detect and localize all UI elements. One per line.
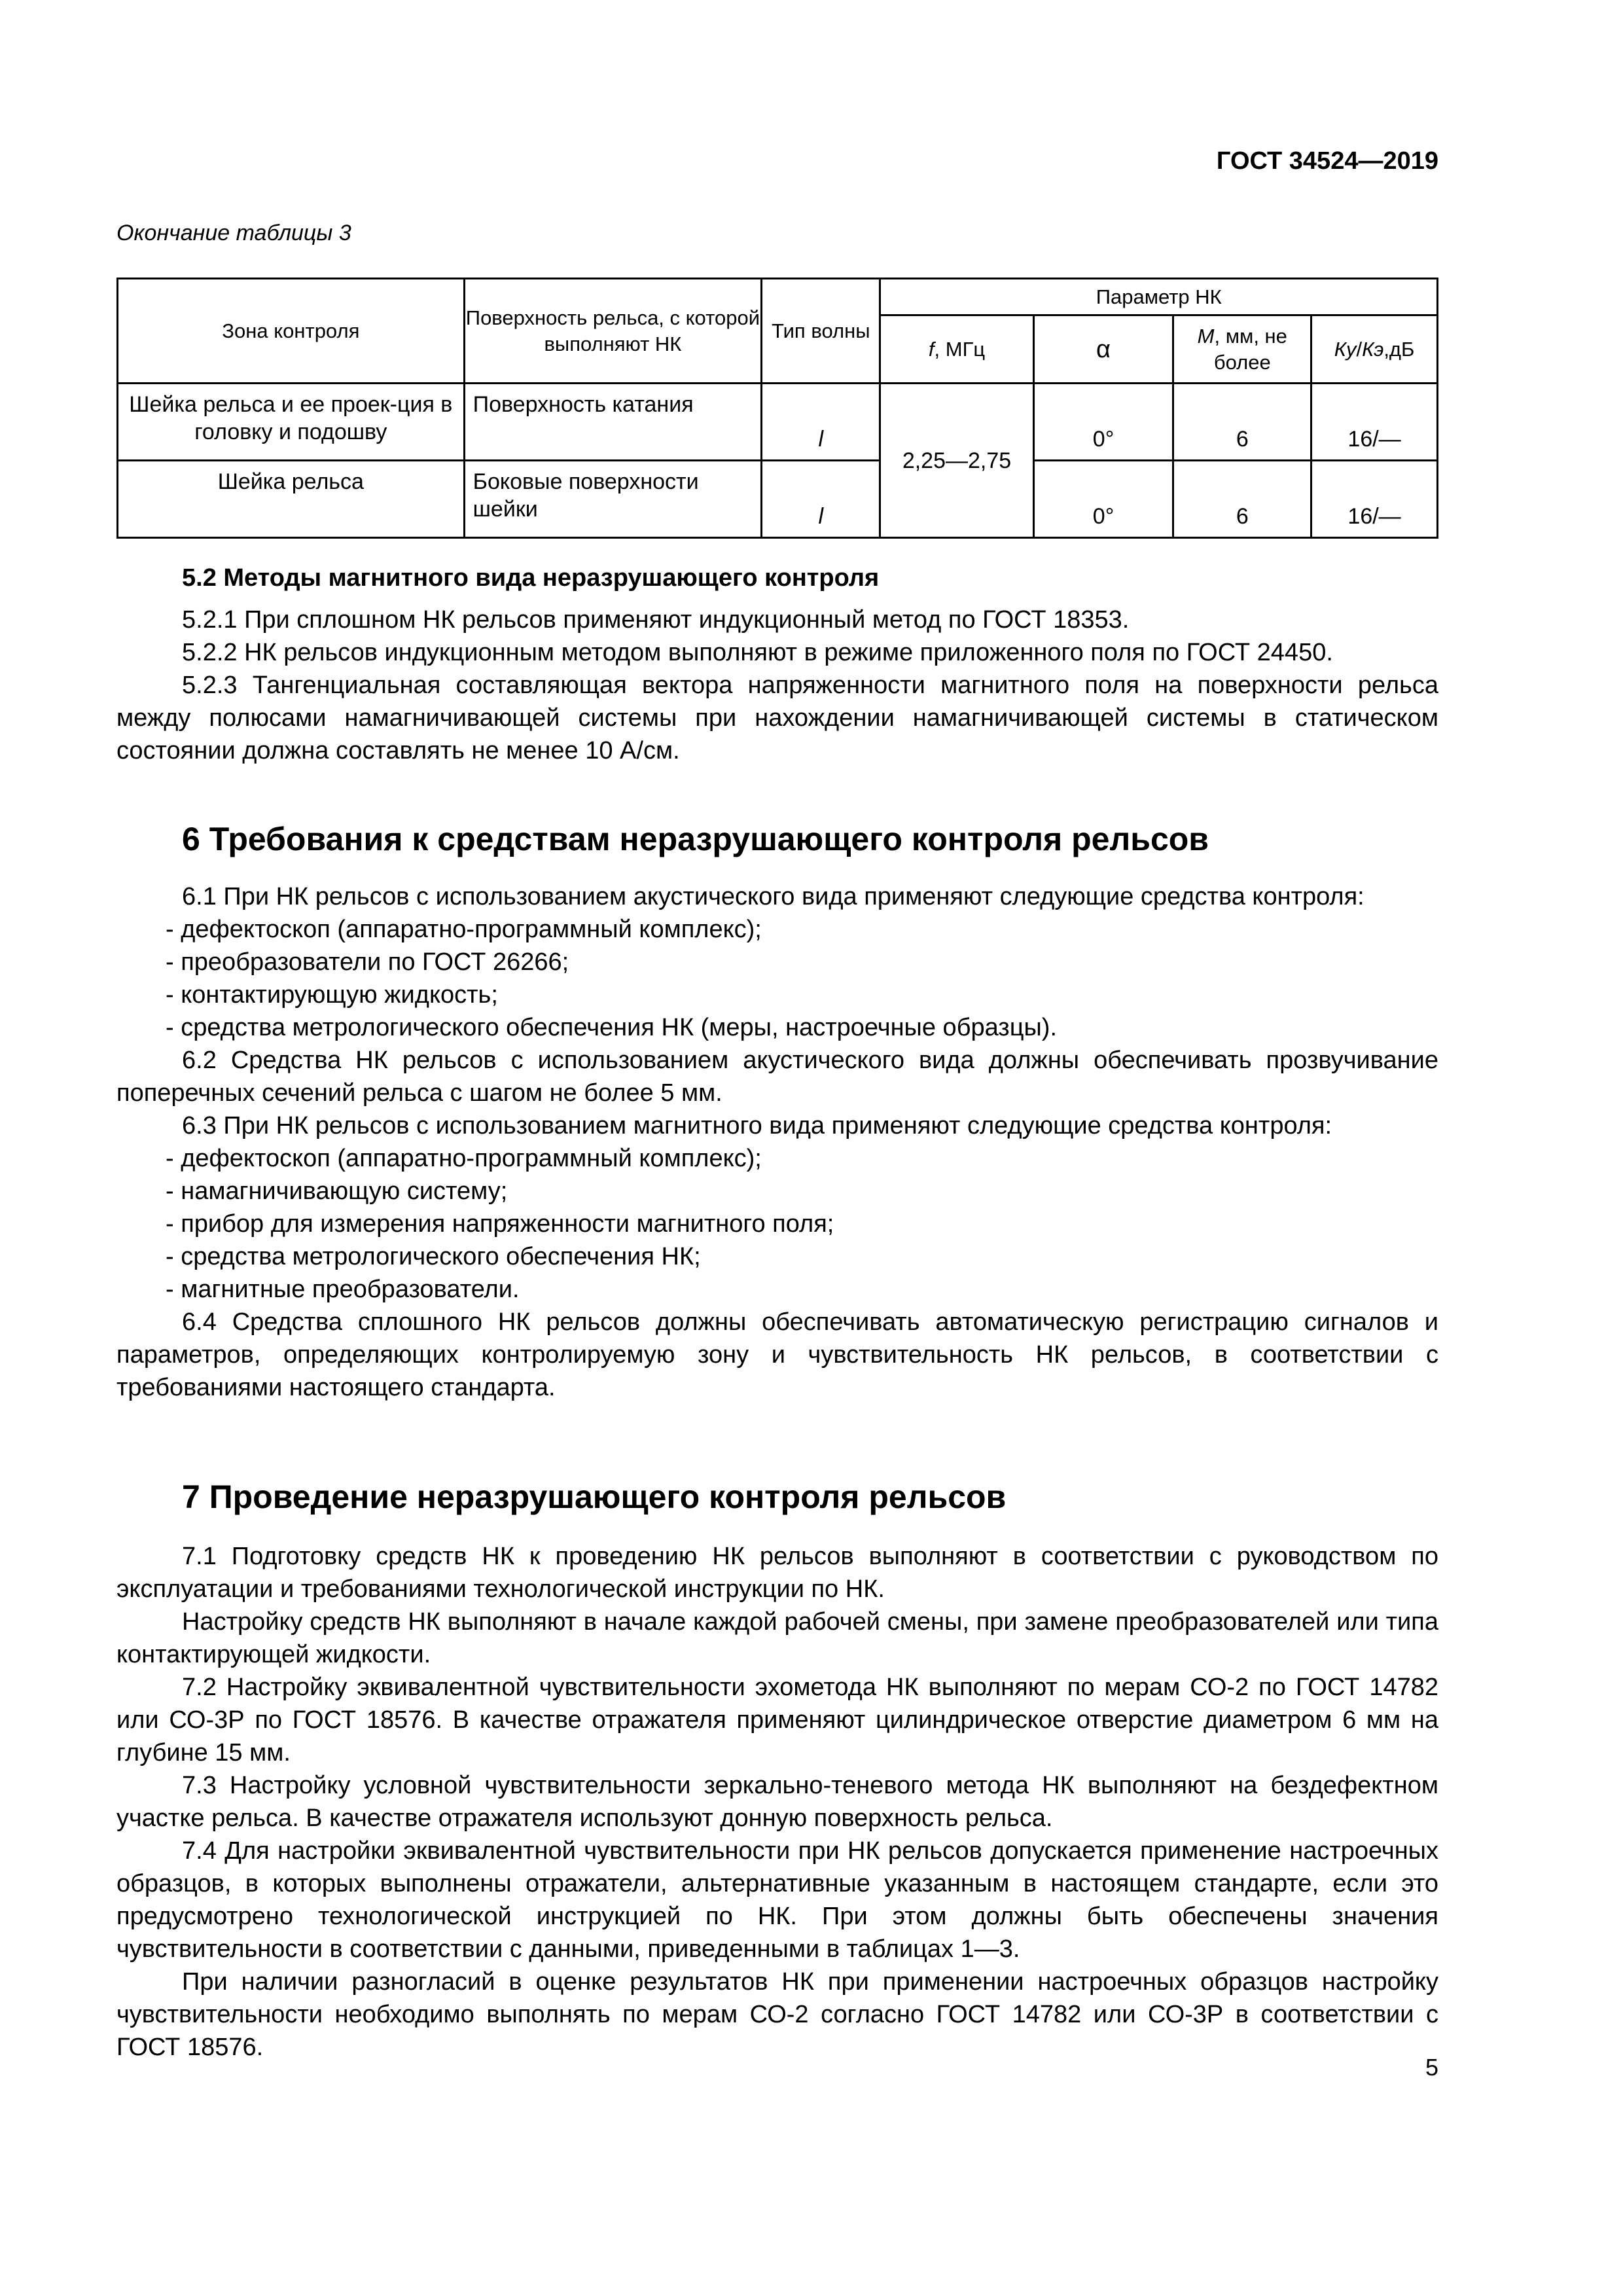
list-item: - преобразователи по ГОСТ 26266; [166, 948, 569, 976]
cell-zone: Шейка рельса и ее проек-ция в головку и подошву [118, 384, 465, 461]
paragraph: 5.2.1 При сплошном НК рельсов применяют индукционный метод по ГОСТ 18353. [182, 606, 1130, 634]
list-item: - средства метрологического обеспечения НК; [166, 1243, 701, 1270]
header-zone: Зона контроля [118, 279, 465, 384]
paragraph: При наличии разногласий в оценке результатов НК при применении настроечных образцов настройку чувствительности необходимо выполнять по мерам СО-2 согласно ГОСТ 14782 или СО-3Р в соответствии с ГОСТ 18576. [116, 1968, 1438, 2061]
section-7 [116, 1540, 1438, 2064]
cell-k: 16/— [1311, 384, 1438, 461]
header-surface: Поверхность рельса, с которой выполняют НК [464, 279, 762, 384]
header-wave: Тип волны [762, 279, 880, 384]
paragraph: Настройку средств НК выполняют в начале каждой рабочей смены, при замене преобразователей или типа контактирующей жидкости. [116, 1608, 1438, 1668]
header-f: f, МГц [880, 315, 1033, 384]
cell-f-shared: 2,25—2,75 [880, 384, 1033, 538]
list-item: - намагничивающую систему; [166, 1177, 508, 1205]
paragraph: 6.1 При НК рельсов с использованием акустического вида применяют следующие средства контроля: [182, 883, 1364, 910]
list-item: - прибор для измерения напряженности магнитного поля; [166, 1210, 834, 1238]
paragraph: 7.1 Подготовку средств НК к проведению НК рельсов выполняют в соответствии с руководством по эксплуатации и требованиями технологической инструкции по НК. [116, 1543, 1438, 1603]
section-title: 5.2 Методы магнитного вида неразрушающего контроля [182, 564, 880, 592]
section-6 [116, 880, 1438, 1404]
cell-zone: Шейка рельса [118, 461, 465, 538]
paragraph: 6.3 При НК рельсов с использованием магнитного вида применяют следующие средства контроля: [182, 1112, 1332, 1139]
paragraph: 6.2 Средства НК рельсов с использованием акустического вида должны обеспечивать прозвучивание поперечных сечений рельса с шагом не более 5 мм. [116, 1047, 1438, 1107]
table-3 [116, 278, 1438, 539]
cell-surface: Поверхность катания [464, 384, 762, 461]
list-item: - дефектоскоп (аппаратно-программный комплекс); [166, 1145, 762, 1172]
paragraph: 7.2 Настройку эквивалентной чувствительности эхометода НК выполняют по мерам СО-2 по ГОСТ 14782 или СО-3Р по ГОСТ 18576. В качестве отражателя применяют цилиндрическое отверстие диаметром 6 мм на глубине 15 мм. [116, 1674, 1438, 1767]
cell-alpha: 0° [1033, 461, 1173, 538]
header-k: Кy/Кэ,дБ [1311, 315, 1438, 384]
cell-wave: l [762, 461, 880, 538]
table-continuation-caption: Окончание таблицы 3 [116, 221, 351, 245]
cell-m: 6 [1173, 384, 1311, 461]
cell-surface: Боковые поверхности шейки [464, 461, 762, 538]
paragraph: 7.3 Настройку условной чувствительности зеркально-теневого метода НК выполняют на бездефектном участке рельса. В качестве отражателя используют донную поверхность рельса. [116, 1772, 1438, 1832]
list-item: - контактирующую жидкость; [166, 981, 498, 1009]
header-m: M, мм, не более [1173, 315, 1311, 384]
cell-k: 16/— [1311, 461, 1438, 538]
list-item: - дефектоскоп (аппаратно-программный комплекс); [166, 916, 762, 943]
cell-m: 6 [1173, 461, 1311, 538]
document-header: ГОСТ 34524—2019 [1216, 147, 1438, 175]
section-5-2 [116, 562, 1438, 767]
header-param-group: Параметр НК [880, 279, 1438, 315]
paragraph: 5.2.2 НК рельсов индукционным методом выполняют в режиме приложенного поля по ГОСТ 24450. [182, 639, 1333, 666]
section-6-heading: 6 Требования к средствам неразрушающего контроля рельсов [182, 821, 1209, 857]
header-alpha: α [1033, 315, 1173, 384]
cell-alpha: 0° [1033, 384, 1173, 461]
page-number: 5 [1425, 2054, 1438, 2081]
list-item: - средства метрологического обеспечения НК (меры, настроечные образцы). [166, 1014, 1058, 1041]
paragraph: 6.4 Средства сплошного НК рельсов должны обеспечивать автоматическую регистрацию сигналов и параметров, определяющих контролируемую зону и чувствительность НК рельсов, в соответствии с требованиями настоящего стандарта. [116, 1308, 1438, 1401]
paragraph: 7.4 Для настройки эквивалентной чувствительности при НК рельсов допускается применение настроечных образцов, в которых выполнены отражатели, альтернативные указанным в настоящем стандарте, если это предусмотрено технологической инструкцией по НК. При этом должны быть обеспечены значения чувствительности в соответствии с данными, приведенными в таблицах 1—3. [116, 1837, 1438, 1963]
section-7-heading: 7 Проведение неразрушающего контроля рельсов [182, 1479, 1007, 1515]
paragraph: 5.2.3 Тангенциальная составляющая вектора напряженности магнитного поля на поверхности рельса между полюсами намагничивающей системы при нахождении намагничивающей системы в статическом состоянии должна составлять не менее 10 А/см. [116, 672, 1438, 764]
table-row [118, 384, 1438, 461]
list-item: - магнитные преобразователи. [166, 1276, 520, 1303]
table-row [118, 461, 1438, 538]
cell-wave: l [762, 384, 880, 461]
